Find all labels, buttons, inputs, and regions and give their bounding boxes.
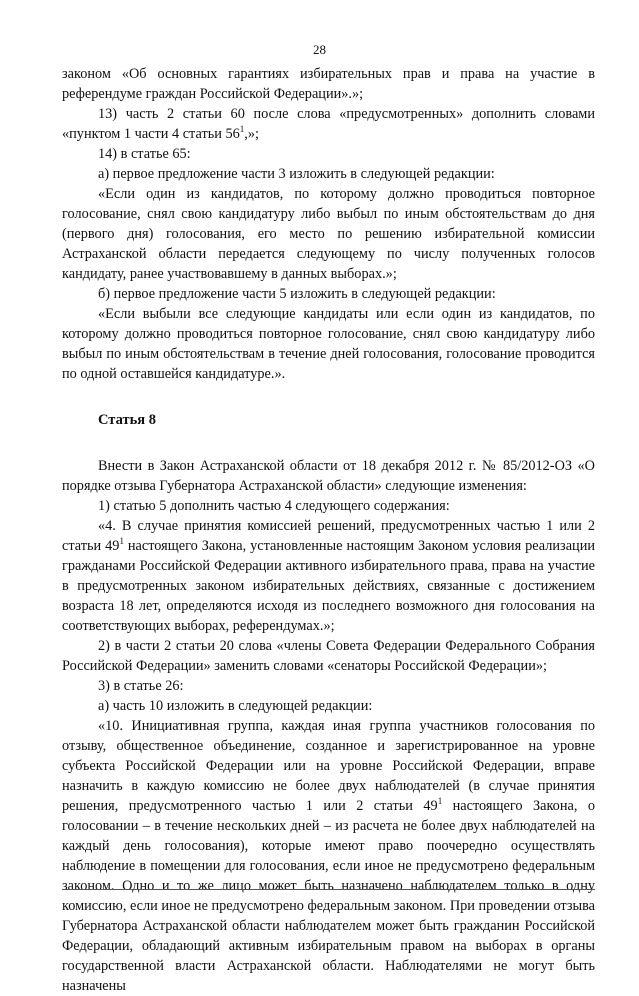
paragraph-continuation xyxy=(62,64,595,104)
paragraph-quote xyxy=(62,184,595,284)
paragraph-item-2 xyxy=(62,636,595,676)
paragraph-quote xyxy=(62,516,595,636)
paragraph-text: 1) статью 5 дополнить частью 4 следующего содержания: xyxy=(98,498,450,514)
paragraph-text: 14) в статье 65: xyxy=(98,146,191,162)
document-body xyxy=(62,64,595,996)
paragraph-text: 2) в части 2 статьи 20 слова «члены Совета Федерации Федерального Собрания Российской Федерации» заменить словами «сенаторы Российской Федерации»; xyxy=(62,638,595,674)
paragraph-item-13 xyxy=(62,104,595,144)
paragraph-item-3 xyxy=(62,676,595,696)
footer-divider xyxy=(62,889,595,890)
paragraph-subitem-b xyxy=(62,284,595,304)
paragraph-intro xyxy=(62,456,595,496)
paragraph-quote xyxy=(62,304,595,384)
paragraph-text: законом «Об основных гарантиях избирательных прав и права на участие в референдуме граждан Российской Федерации».»; xyxy=(62,66,595,102)
paragraph-subitem-a xyxy=(62,164,595,184)
paragraph-text: 13) часть 2 статьи 60 после слова «предусмотренных» дополнить словами «пунктом 1 части 4 статьи 56 xyxy=(62,106,595,142)
paragraph-text: б) первое предложение части 5 изложить в следующей редакции: xyxy=(98,286,496,302)
paragraph-text: «Если один из кандидатов, по которому должно проводиться повторное голосование, снял свою кандидатуру либо выбыл по иным обстоятельствам до дня (первого дня) голосования, его место по решению избирательной комиссии Астраханской области передается следующему по числу полученных голосов кандидату, ранее участвовавшему в данных выборах.»; xyxy=(62,186,595,282)
superscript: 1 xyxy=(437,796,443,807)
paragraph-text: «10. Инициативная группа, каждая иная группа участников голосования по отзыву, общественное объединение, созданное и зарегистрированное на уровне субъекта Российской Федерации или на уровне Российской Федерации, вправе назначить в каждую комиссию не более двух наблюдателей (в случае принятия решения, предусмотренного частью 1 или 2 статьи 49 xyxy=(62,718,595,814)
paragraph-subitem-a xyxy=(62,696,595,716)
section-heading: Статья 8 xyxy=(98,412,156,428)
paragraph-text: 3) в статье 26: xyxy=(98,678,184,694)
page-number: 28 xyxy=(313,42,326,57)
paragraph-text: «Если выбыли все следующие кандидаты или если один из кандидатов, по которому должно проводиться повторное голосование, снял свою кандидатуру либо выбыл по иным обстоятельствам в течение дней голосования, голосование проводится по одной оставшейся кандидатуре.». xyxy=(62,306,595,382)
paragraph-text: а) первое предложение части 3 изложить в следующей редакции: xyxy=(98,166,495,182)
paragraph-text: а) часть 10 изложить в следующей редакции: xyxy=(98,698,373,714)
paragraph-text-tail: настоящего Закона, установленные настоящим Законом условия реализации гражданами Российской Федерации активного избирательного права, права на участие в предусмотренных законом избирательных действиях, связанные с достижением возраста 18 лет, определяются исходя из последнего возможного дня голосования на соответствующих выборах, референдумах.»; xyxy=(62,538,595,634)
paragraph-item-14 xyxy=(62,144,595,164)
paragraph-text-tail: настоящего Закона, о голосовании – в течение нескольких дней – из расчета не более двух наблюдателей на каждый день голосования), которые имеют право поочередно осуществлять наблюдение в помещении для голосования, если иное не предусмотрено федеральным законом. Одно и то же лицо может быть назначено наблюдателем только в одну комиссию, если иное не предусмотрено федеральным законом. При проведении отзыва Губернатора Астраханской области наблюдателем может быть гражданин Российской Федерации, обладающий активным избирательным правом на выборах в органы государственной власти Астраханской области. Наблюдателями не могут быть назначены xyxy=(62,798,595,994)
paragraph-item-1 xyxy=(62,496,595,516)
paragraph-text: Внести в Закон Астраханской области от 18 декабря 2012 г. № 85/2012-ОЗ «О порядке отзыва Губернатора Астраханской области» следующие изменения: xyxy=(62,458,595,494)
paragraph-text-tail: ,»; xyxy=(244,126,259,142)
superscript: 1 xyxy=(239,124,245,135)
paragraph-text: «4. В случае принятия комиссией решений, предусмотренных частью 1 или 2 статьи 49 xyxy=(62,518,595,554)
paragraph-quote xyxy=(62,716,595,996)
superscript: 1 xyxy=(119,536,124,547)
